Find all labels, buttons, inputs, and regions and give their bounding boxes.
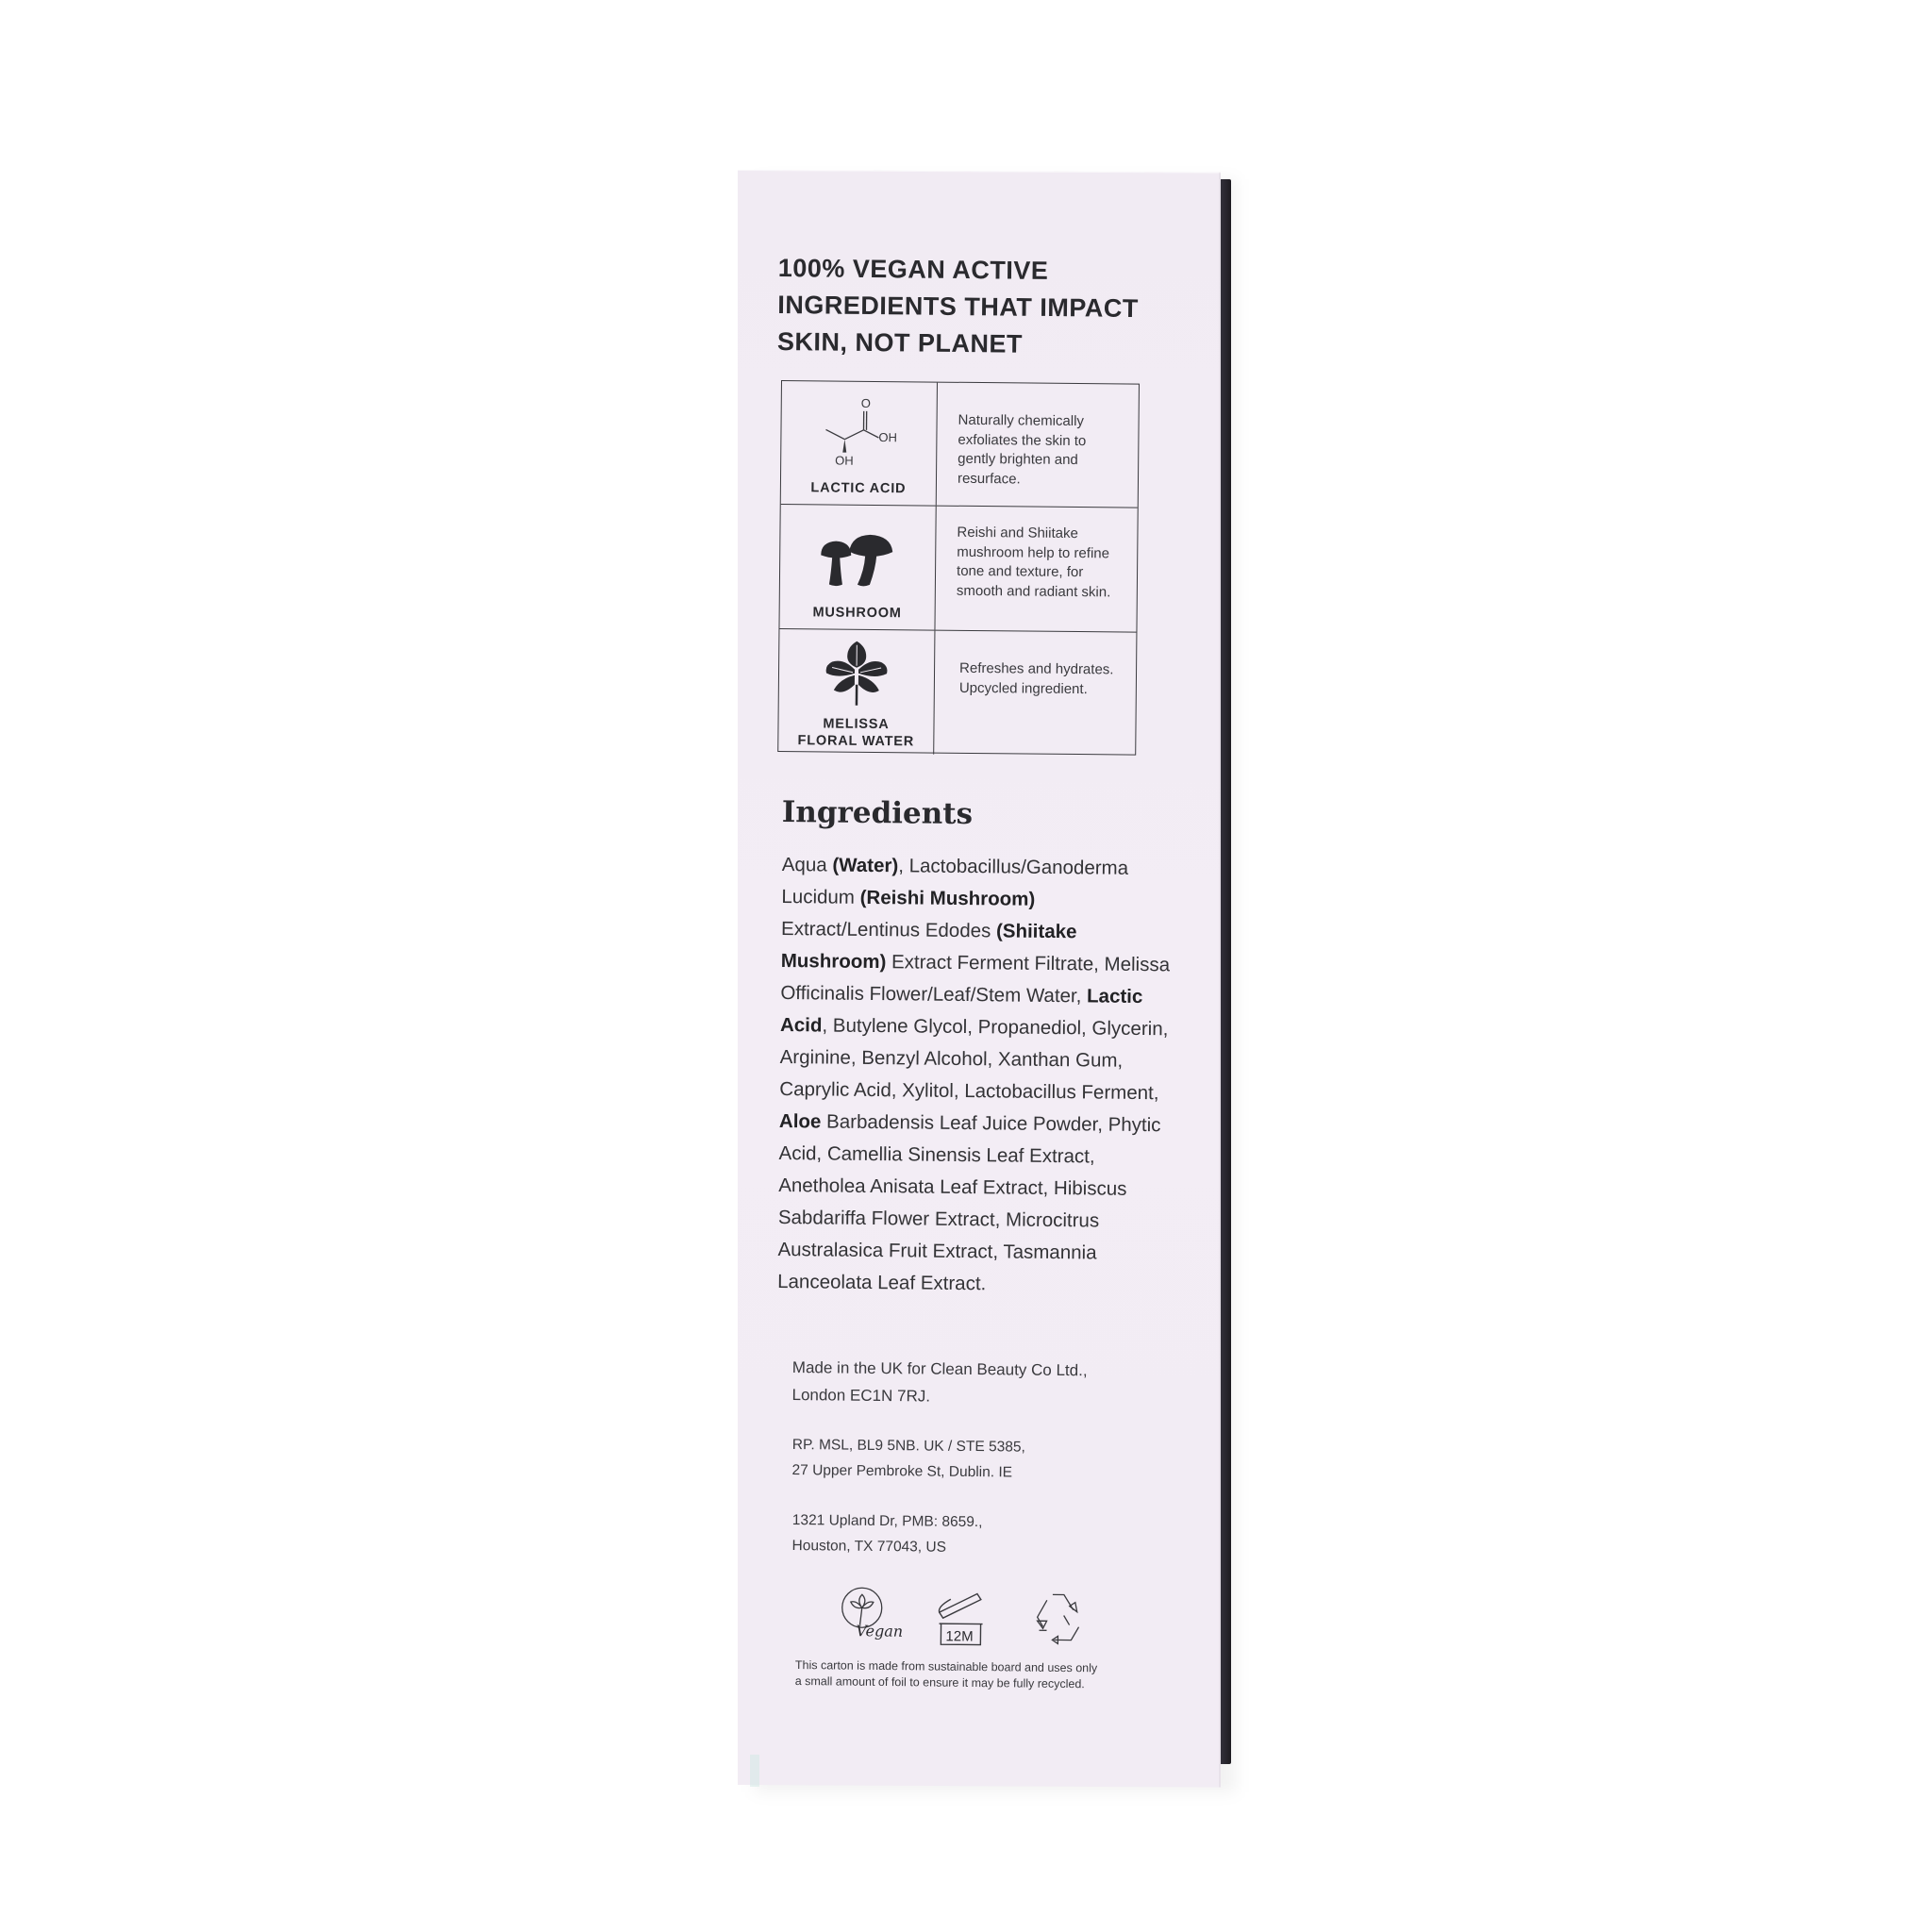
active-icon-cell [781,381,938,506]
active-name: MUSHROOM [812,605,902,622]
description-line: Upcycled ingredient. [958,679,1088,697]
headline-line: 100% VEGAN ACTIVE [777,253,1049,285]
vegan-label: Vegan [856,1622,904,1641]
active-icon-cell [778,629,935,755]
carton-recycling-note [795,1657,1173,1693]
made-in-line: Made in the UK for Clean Beauty Co Ltd., [791,1357,1088,1380]
ingredients-list [777,849,1178,1302]
lactic-acid-molecule-icon [781,391,937,473]
headline-line: INGREDIENTS THAT IMPACT [777,290,1140,324]
rp-address-line: 27 Upper Pembroke St, Dublin. IE [791,1461,1013,1481]
pao-label: 12M [945,1628,974,1645]
carton-note-line: a small amount of foil to ensure it may be fully recycled. [794,1674,1085,1691]
active-row-mushroom [779,505,1137,633]
active-row-melissa [778,629,1136,757]
box-corner-tint [750,1755,759,1787]
us-address-line: Houston, TX 77043, US [791,1537,947,1556]
ingredient-highlight: (Reishi Mushroom) [859,886,1036,910]
ingredient-highlight: (Shiitake Mushroom) [780,920,1077,974]
ingredient-highlight: Lactic Acid [779,985,1143,1037]
mushroom-icon [780,522,936,604]
headline-line: SKIN, NOT PLANET [776,326,1024,358]
active-description: Reishi and Shiitake mushroom help to refine tone and texture, for smooth and radiant skin. [956,524,1111,600]
made-in-line: London EC1N 7RJ. [791,1385,931,1406]
molecule-oh-bottom-label: OH [835,453,854,468]
ingredient-highlight: (Water) [832,854,899,877]
active-description: Naturally chemically exfoliates the skin to gently brighten and resurface. [957,411,1087,487]
active-row-lactic-acid [781,381,1139,508]
rp-address-line: RP. MSL, BL9 5NB. UK / STE 5385, [791,1436,1025,1456]
active-name-line: FLORAL WATER [797,733,915,750]
description-line: Refreshes and hydrates. [958,659,1114,678]
active-name-line: MELISSA [823,716,890,733]
vegan-flower-icon [837,1585,906,1648]
us-address-line: 1321 Upland Dr, PMB: 8659., [791,1511,983,1531]
carton-note-line: This carton is made from sustainable board and uses only [794,1658,1098,1675]
molecule-oh-right-label: OH [878,429,897,444]
active-description [934,631,1136,757]
ingredient-text: , Butylene Glycol, Propanediol, Glycerin, Arginine, Benzyl Alcohol, Xanthan Gum, Caprylic Acid, Xylitol, Lactobacillus Ferment, [779,1014,1169,1105]
melissa-leaf-icon [779,635,935,712]
active-name-melissa [778,715,933,751]
ingredient-text: , Lactobacillus/Ganoderma Lucidum [781,855,1129,908]
panel-headline [777,250,1174,364]
made-in-statement [791,1354,1170,1412]
active-name: LACTIC ACID [810,480,907,497]
recycle-icon [1025,1587,1094,1650]
ingredient-text: Aqua [781,853,833,876]
rp-address [791,1432,1170,1487]
ingredient-highlight: Aloe [778,1109,822,1133]
ingredient-text: Barbadensis Leaf Juice Powder, Phytic Acid, Camellia Sinensis Leaf Extract, Anetholea Anisata Leaf Extract, Hibiscus Sabdariffa Flower Extract, Microcitrus Australasica Fruit Extract, Tasmannia Lanceolata Leaf Extract. [777,1110,1161,1295]
ingredient-text: Extract/Lentinus Edodes [780,917,997,942]
ingredients-heading: Ingredients [781,795,974,832]
active-icon-cell [779,505,936,630]
active-ingredients-table [777,380,1140,756]
molecule-o-label: O [860,395,871,410]
us-address [791,1507,1170,1562]
open-jar-icon [931,1586,1000,1649]
certification-badges [837,1585,1102,1654]
ingredient-text: Extract Ferment Filtrate, Melissa Officinalis Flower/Leaf/Stem Water, [780,951,1171,1008]
